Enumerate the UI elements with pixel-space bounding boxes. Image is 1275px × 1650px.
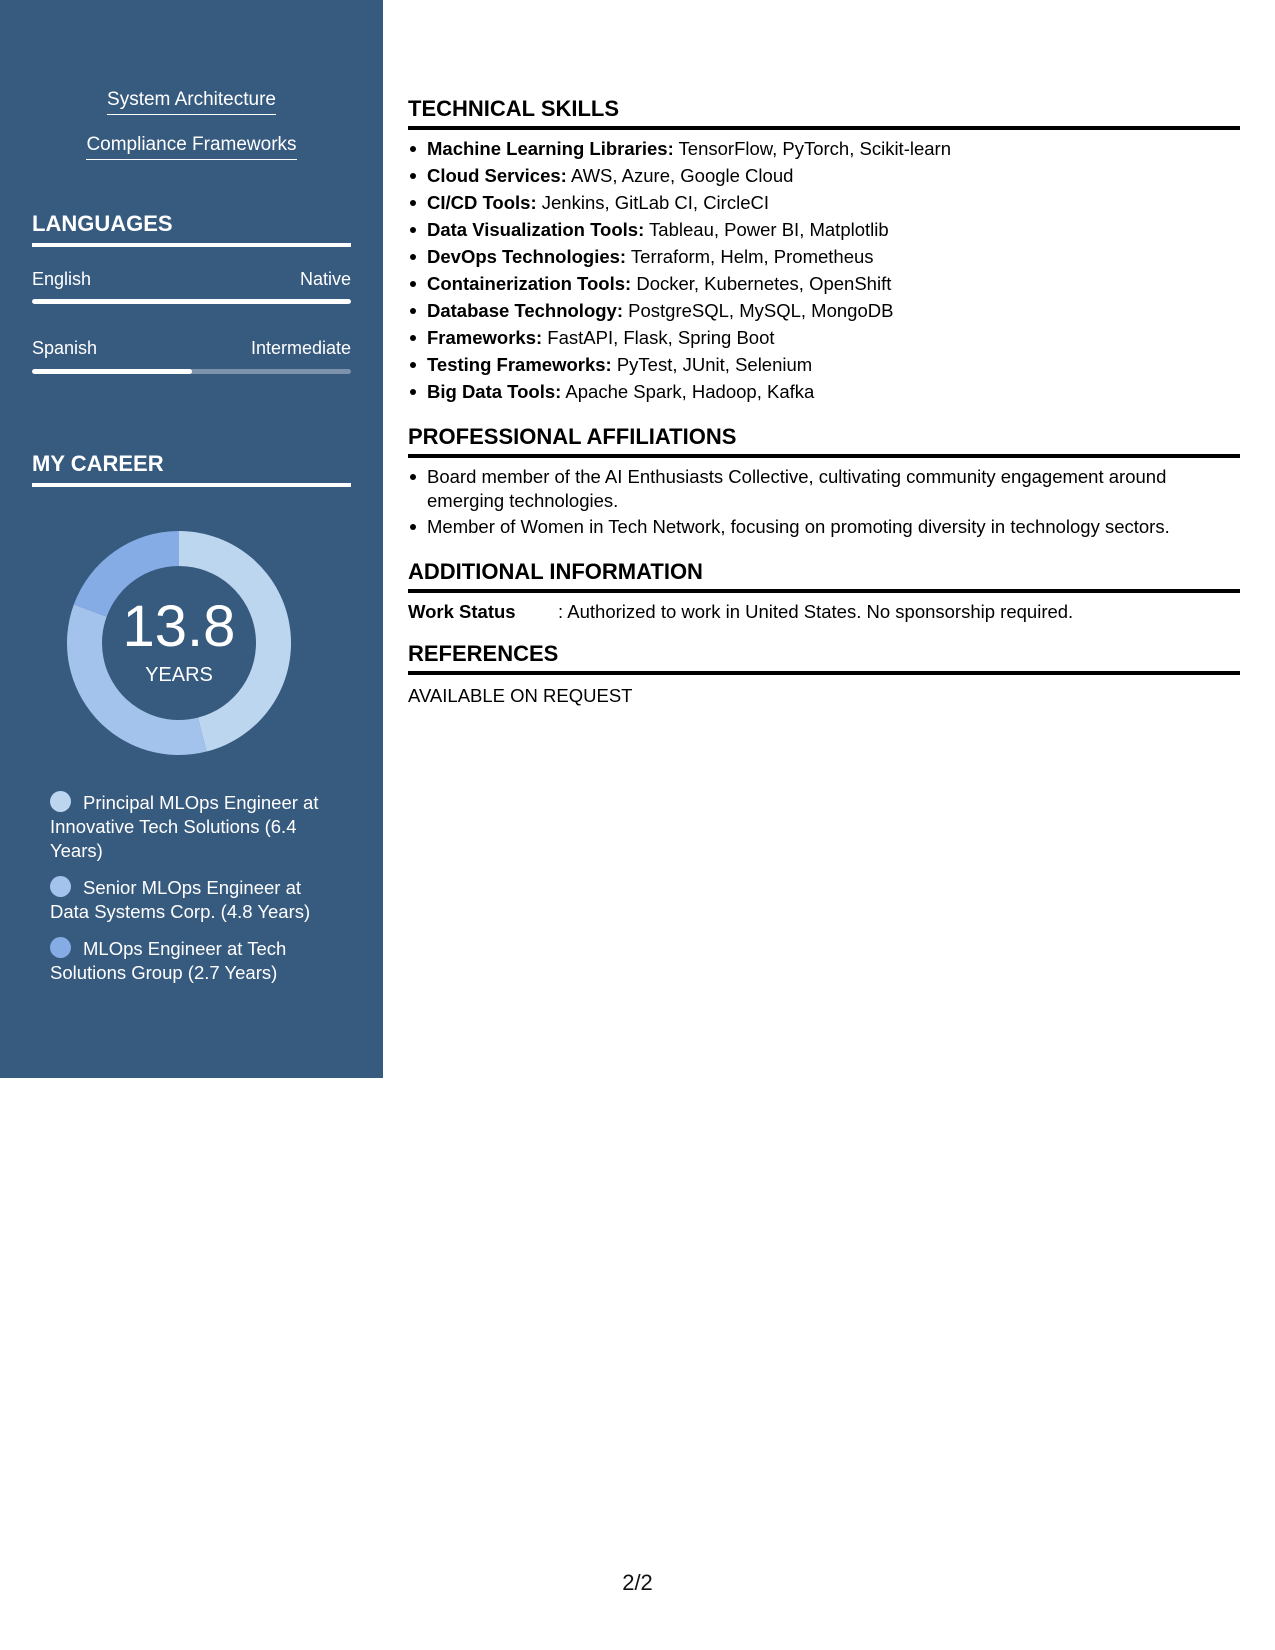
language-name: English [32,269,92,289]
career-item [50,791,335,863]
skill-label: Data Visualization Tools: [427,219,645,240]
skill-value: Docker, Kubernetes, OpenShift [631,273,892,294]
career-item [50,937,335,985]
list-item: Board member of the AI Enthusiasts Collective, cultivating community engagement around emerging technologies. [408,465,1240,513]
skill-value: PyTest, JUnit, Selenium [611,354,813,375]
skill-value: FastAPI, Flask, Spring Boot [542,327,775,348]
skill-label: CI/CD Tools: [427,192,537,213]
list-item [408,164,1240,188]
list-item [408,218,1240,242]
references-text: AVAILABLE ON REQUEST [408,685,633,706]
skill-value: Jenkins, GitLab CI, CircleCI [536,192,769,213]
career-item-text: MLOps Engineer at Tech Solutions Group (2.7 Years) [50,938,287,983]
career-legend-dot [50,937,71,958]
list-item [408,272,1240,296]
list-item [408,380,1240,404]
skill-link-system-architecture[interactable]: System Architecture [107,88,276,115]
skill-label: DevOps Technologies: [427,246,627,267]
career-item-text: Senior MLOps Engineer at Data Systems Corp. (4.8 Years) [50,877,311,922]
skill-value: TensorFlow, PyTorch, Scikit-learn [673,138,951,159]
skill-value: AWS, Azure, Google Cloud [566,165,794,186]
skill-link-compliance-frameworks[interactable]: Compliance Frameworks [86,133,296,160]
list-item: Member of Women in Tech Network, focusing on promoting diversity in technology sectors. [408,515,1240,539]
career-total-value: 13.8 [122,594,236,659]
sidebar [0,0,383,1078]
list-item [408,326,1240,350]
work-status-label: Work Status [408,601,516,622]
language-name: Spanish [32,338,98,358]
affiliations-list [408,465,1240,541]
language-row-english [32,268,351,290]
skill-label: Containerization Tools: [427,273,632,294]
technical-skills-title: TECHNICAL SKILLS [408,96,1240,130]
career-item-text: Principal MLOps Engineer at Innovative Tech Solutions (6.4 Years) [50,792,319,861]
career-legend-dot [50,791,71,812]
language-row-spanish [32,337,351,359]
language-bar-spanish [32,369,351,374]
language-level: Native [299,269,351,289]
list-item [408,137,1240,161]
career-list [50,791,335,998]
career-item [50,876,335,924]
skill-label: Big Data Tools: [427,381,562,402]
career-total-unit: YEARS [145,664,213,686]
language-level: Intermediate [250,338,351,358]
skill-label: Testing Frameworks: [427,354,612,375]
career-legend-dot [50,876,71,897]
skill-label: Frameworks: [427,327,543,348]
skill-value: Tableau, Power BI, Matplotlib [644,219,889,240]
skill-value: PostgreSQL, MySQL, MongoDB [623,300,894,321]
affiliations-title: PROFESSIONAL AFFILIATIONS [408,424,1240,458]
work-status-row [408,600,1240,624]
career-donut-chart [67,531,291,755]
skill-link-row [0,133,383,160]
list-item [408,191,1240,215]
references-title: REFERENCES [408,641,1240,675]
language-bar-fill [32,299,351,304]
languages-heading: LANGUAGES [32,211,351,247]
list-item [408,245,1240,269]
skill-value: Apache Spark, Hadoop, Kafka [561,381,815,402]
language-bar-fill [32,369,192,374]
skill-label: Database Technology: [427,300,624,321]
skill-value: Terraform, Helm, Prometheus [626,246,874,267]
list-item [408,353,1240,377]
technical-skills-list [408,137,1240,407]
list-item [408,299,1240,323]
skill-label: Machine Learning Libraries: [427,138,674,159]
skill-link-row [0,88,383,115]
language-bar-english [32,299,351,304]
page-number: 2/2 [622,1570,653,1595]
additional-info-title: ADDITIONAL INFORMATION [408,559,1240,593]
work-status-value: : Authorized to work in United States. No sponsorship required. [558,601,1074,622]
skill-label: Cloud Services: [427,165,567,186]
career-heading: MY CAREER [32,451,351,487]
